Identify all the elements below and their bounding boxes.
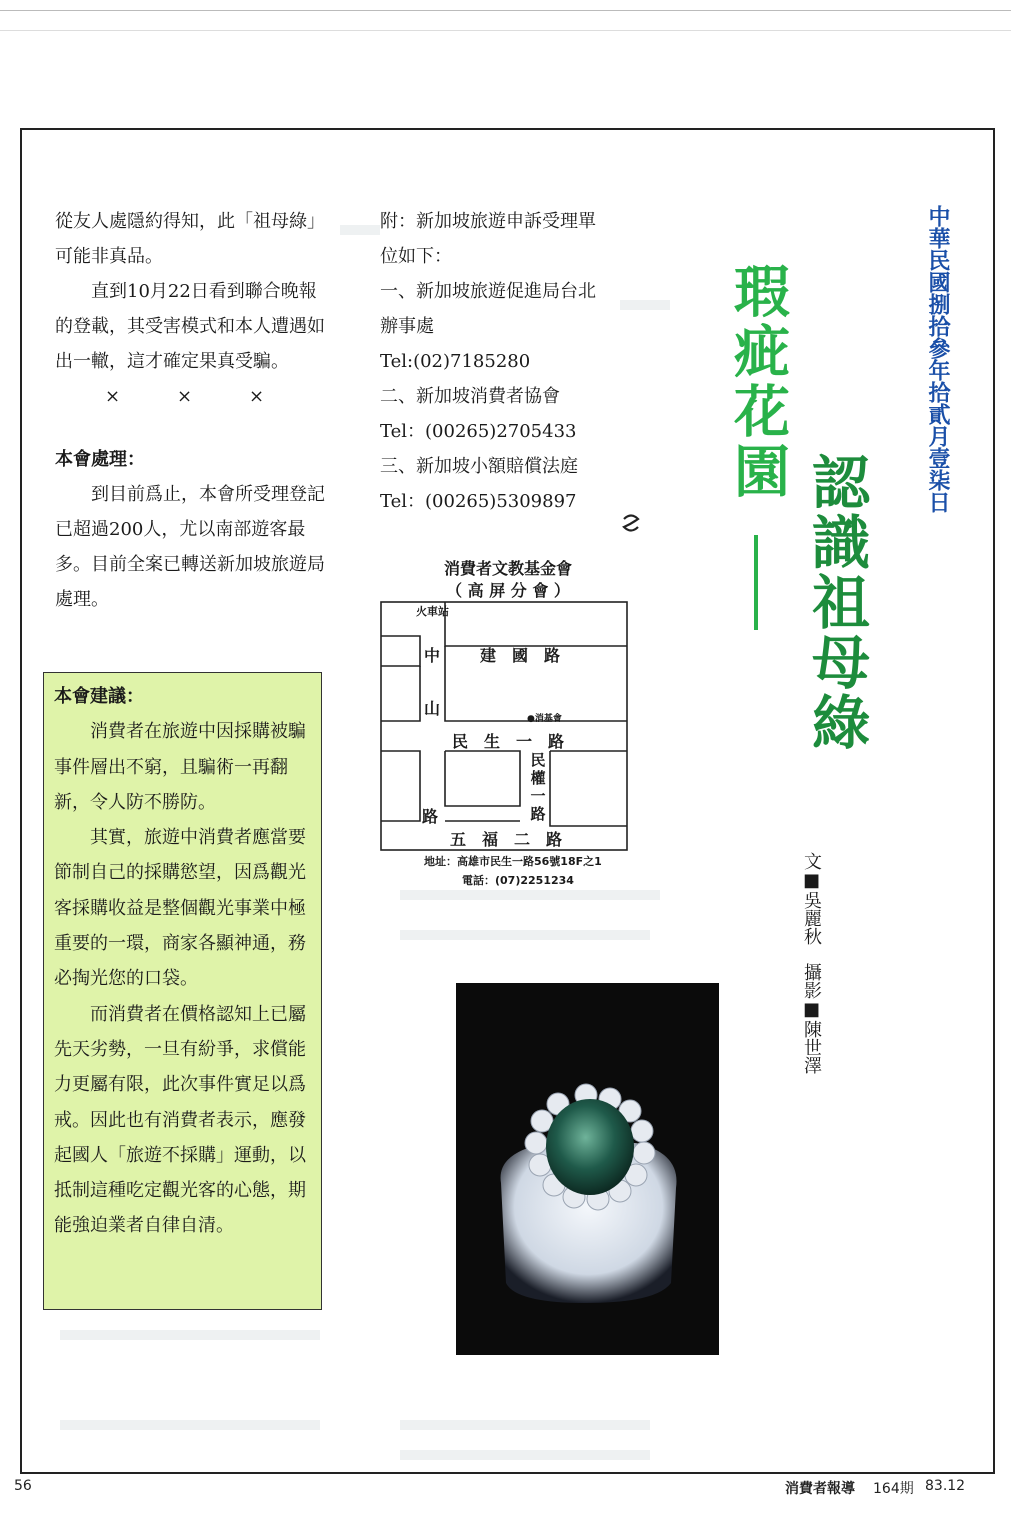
contact-line: 位如下：: [380, 246, 452, 267]
paragraph: 而消費者在價格認知上已屬先天劣勢，一旦有紛爭，求償能力更屬有限，此次事件實足以爲戒。因此也有消費者表示，應發起國人「旅遊不採購」運動，以抵制這種吃定觀光客的心態，期能強迫業者自律自清。: [54, 1003, 306, 1237]
map-title: [418, 558, 598, 602]
map-label-char: 民: [530, 751, 546, 769]
map-label-wufu: 五 福 二 路: [450, 830, 563, 849]
bleed-through-mark: [340, 225, 380, 235]
complaint-contacts: [380, 204, 670, 519]
bleed-through-mark: [400, 1450, 650, 1460]
phone-line: 電話：(07)2251234: [462, 874, 574, 887]
paragraph: 消費者在旅遊中因採購被騙事件層出不窮，且騙術一再翻新，令人防不勝防。: [54, 721, 306, 813]
article-title-main: 認識祖母綠: [802, 452, 870, 752]
bleed-through-mark: [400, 1420, 650, 1430]
map-marker-foundation: ●消基會: [527, 714, 562, 724]
separator-mark: ×: [249, 386, 265, 407]
address-line: 地址：高雄市民生一路56號18F之1: [424, 855, 602, 868]
map-address: [424, 852, 624, 890]
bleed-through-mark: [400, 930, 650, 940]
separator-mark: ×: [177, 386, 193, 407]
foundation-logo-icon: [620, 512, 642, 534]
map-lines: [380, 601, 630, 853]
magazine-name: 消費者報導: [785, 1481, 855, 1497]
map-label-station: 火車站: [416, 605, 449, 618]
issue-number: 164期: [873, 1481, 914, 1497]
contact-line: 附：新加坡旅遊申訴受理單: [380, 211, 596, 232]
section-separator: [55, 379, 330, 414]
map-label-char: 一: [530, 787, 546, 805]
map-title-line: 消費者文教基金會: [443, 559, 572, 578]
map-title-line: （ 高 屏 分 會 ）: [446, 581, 570, 600]
emerald-ring-photo: [456, 983, 719, 1355]
bleed-through-mark: [400, 890, 660, 900]
page-number: 56: [14, 1478, 32, 1494]
author-credit: 文■吳麗秋 攝影■陳世澤: [801, 852, 822, 1074]
contact-line: 辦事處: [380, 316, 434, 337]
bleed-through-mark: [60, 1420, 320, 1430]
issue-date: 83.12: [925, 1478, 966, 1494]
paragraph: 直到10月22日看到聯合晚報的登載，其受害模式和本人遭遇如出一轍，這才確定果真受騙。: [55, 281, 325, 372]
paragraph: 從友人處隱約得知，此「祖母綠」可能非真品。: [55, 211, 325, 267]
top-rule-secondary: [0, 30, 1011, 31]
contact-line: 三、新加坡小額賠償法庭: [380, 456, 578, 477]
paragraph: 其實，旅遊中消費者應當要節制自己的採購慾望，因爲觀光客採購收益是整個觀光事業中極重要的一環，商家各顯神通，務必掏光您的口袋。: [54, 827, 306, 990]
contact-line: Tel：(00265)2705433: [380, 421, 577, 442]
map-label-char: 權: [530, 769, 546, 787]
contact-line: 一、新加坡旅遊促進局台北: [380, 281, 596, 302]
map-label-lu: 路: [422, 807, 439, 826]
map-label-shan: 山: [424, 699, 441, 718]
map-label-char: 路: [530, 805, 546, 823]
location-map: [380, 601, 630, 853]
contact-line: Tel:(02)7185280: [380, 351, 531, 372]
suggestion-heading: 本會建議：: [54, 686, 144, 707]
bleed-through-mark: [60, 1330, 320, 1340]
article-title-green: 瑕疵花園: [725, 262, 790, 502]
date-stamp: 中華民國捌拾參年拾貳月壹柒日: [925, 205, 950, 513]
contact-line: 二、新加坡消費者協會: [380, 386, 560, 407]
separator-mark: ×: [105, 386, 121, 407]
map-label-zhong: 中: [424, 646, 441, 665]
suggestion-box: [43, 672, 322, 1310]
map-label-minsheng: 民 生 一 路: [452, 732, 565, 751]
section-heading: 本會處理：: [55, 449, 145, 470]
title-dash: [754, 535, 758, 630]
contact-line: Tel：(00265)5309897: [380, 491, 577, 512]
paragraph: 到目前爲止，本會所受理登記已超過200人，尤以南部遊客最多。目前全案已轉送新加坡旅遊局處理。: [55, 484, 325, 610]
ring-illustration: [456, 983, 719, 1355]
top-rule: [0, 10, 1011, 11]
map-label-jianguo: 建 國 路: [480, 646, 561, 665]
map-label-minquan: [528, 751, 548, 823]
left-column: [55, 204, 330, 617]
